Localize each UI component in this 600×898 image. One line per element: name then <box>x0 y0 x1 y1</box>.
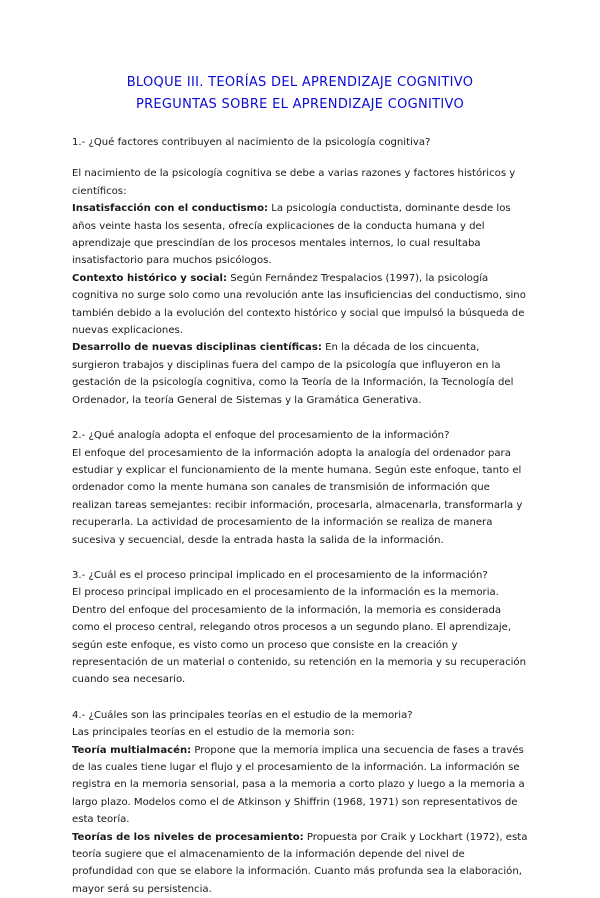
answer-4-item-term: Teorías de los niveles de procesamiento: <box>72 831 304 843</box>
question-section-3 <box>72 567 528 689</box>
answer-1-item <box>72 270 528 340</box>
answer-1-intro: El nacimiento de la psicología cognitiva se debe a varias razones y factores históricos y científicos: <box>72 168 516 197</box>
question-2: 2.- ¿Qué analogía adopta el enfoque del procesamiento de la información? <box>72 430 450 442</box>
answer-4-intro: Las principales teorías en el estudio de la memoria son: <box>72 727 355 739</box>
answer-1-item-term: Contexto histórico y social: <box>72 272 228 284</box>
answer-1-item-text: La psicología conductista, dominante desde los años veinte hasta los sesenta, ofrecía explicaciones de la conducta humana y del aprendizaje que prescindían de los procesos mentales internos, lo cual resultaba insatisfactorio para muchos psicólogos. <box>72 203 511 267</box>
answer-3: El proceso principal implicado en el procesamiento de la información es la memoria. Dentro del enfoque del procesamiento de la información, la memoria es considerada como el proceso central, relegando otros procesos a un segundo plano. El aprendizaje, según este enfoque, es visto como un proceso que consiste en la creación y representación de un material o contenido, su retención en la memoria y su recuperación cuando sea necesario. <box>72 587 526 686</box>
question-1: 1.- ¿Qué factores contribuyen al nacimiento de la psicología cognitiva? <box>72 137 431 148</box>
answer-1-item <box>72 339 528 409</box>
question-section-2 <box>72 427 528 549</box>
document-title: BLOQUE III. TEORÍAS DEL APRENDIZAJE COGNITIVO <box>126 75 474 90</box>
question-section-4 <box>72 707 528 898</box>
answer-4-item <box>72 742 528 829</box>
title-block <box>72 72 528 116</box>
answer-4-item-text: Propuesta por Craik y Lockhart (1972), esta teoría sugiere que el almacenamiento de la información depende del nivel de profundidad con que se elabore la información. Cuanto más profunda sea la elaboración, mayor será su persistencia. <box>72 831 528 895</box>
question-3: 3.- ¿Cuál es el proceso principal implicado en el procesamiento de la información? <box>72 569 488 581</box>
answer-4-item-term: Teoría multialmacén: <box>72 744 192 756</box>
document-subtitle: PREGUNTAS SOBRE EL APRENDIZAJE COGNITIVO <box>135 97 465 112</box>
answer-2: El enfoque del procesamiento de la información adopta la analogía del ordenador para estudiar y explicar el funcionamiento de la mente humana. Según este enfoque, tanto el ordenador como la mente humana son canales de transmisión de información que realizan tareas semejantes: recibir información, procesarla, almacenarla, transformarla y recuperarla. La actividad de procesamiento de la información se realiza de manera sucesiva y secuencial, desde la entrada hasta la salida de la información. <box>72 447 523 546</box>
document-page <box>72 72 528 898</box>
answer-1-item <box>72 200 528 270</box>
answer-1-item-text: Según Fernández Trespalacios (1997), la psicología cognitiva no surge solo como una revolución ante las insuficiencias del conductismo, sino también debido a la evolución del contexto histórico y social que impulsó la búsqueda de nuevas explicaciones. <box>72 272 526 337</box>
answer-1-item-text: En la década de los cincuenta, surgieron trabajos y disciplinas fuera del campo de la psicología que influyeron en la gestación de la psicología cognitiva, como la Teoría de la Información, la Tecnología del Ordenador, la teoría General de Sistemas y la Gramática Generativa. <box>72 342 514 406</box>
answer-4-item-text: Propone que la memoria implica una secuencia de fases a través de las cuales tiene lugar el flujo y el procesamiento de la información. La información se registra en la memoria sensorial, pasa a la memoria a corto plazo y luego a la memoria a largo plazo. Modelos como el de Atkinson y Shiffrin (1968, 1971) son representativos de esta teoría. <box>72 744 525 826</box>
question-4: 4.- ¿Cuáles son las principales teorías en el estudio de la memoria? <box>72 709 413 721</box>
question-section-1 <box>72 134 528 409</box>
answer-4-item <box>72 829 528 898</box>
answer-1-item-term: Desarrollo de nuevas disciplinas científicas: <box>72 342 322 354</box>
answer-1-item-term: Insatisfacción con el conductismo: <box>72 203 269 215</box>
